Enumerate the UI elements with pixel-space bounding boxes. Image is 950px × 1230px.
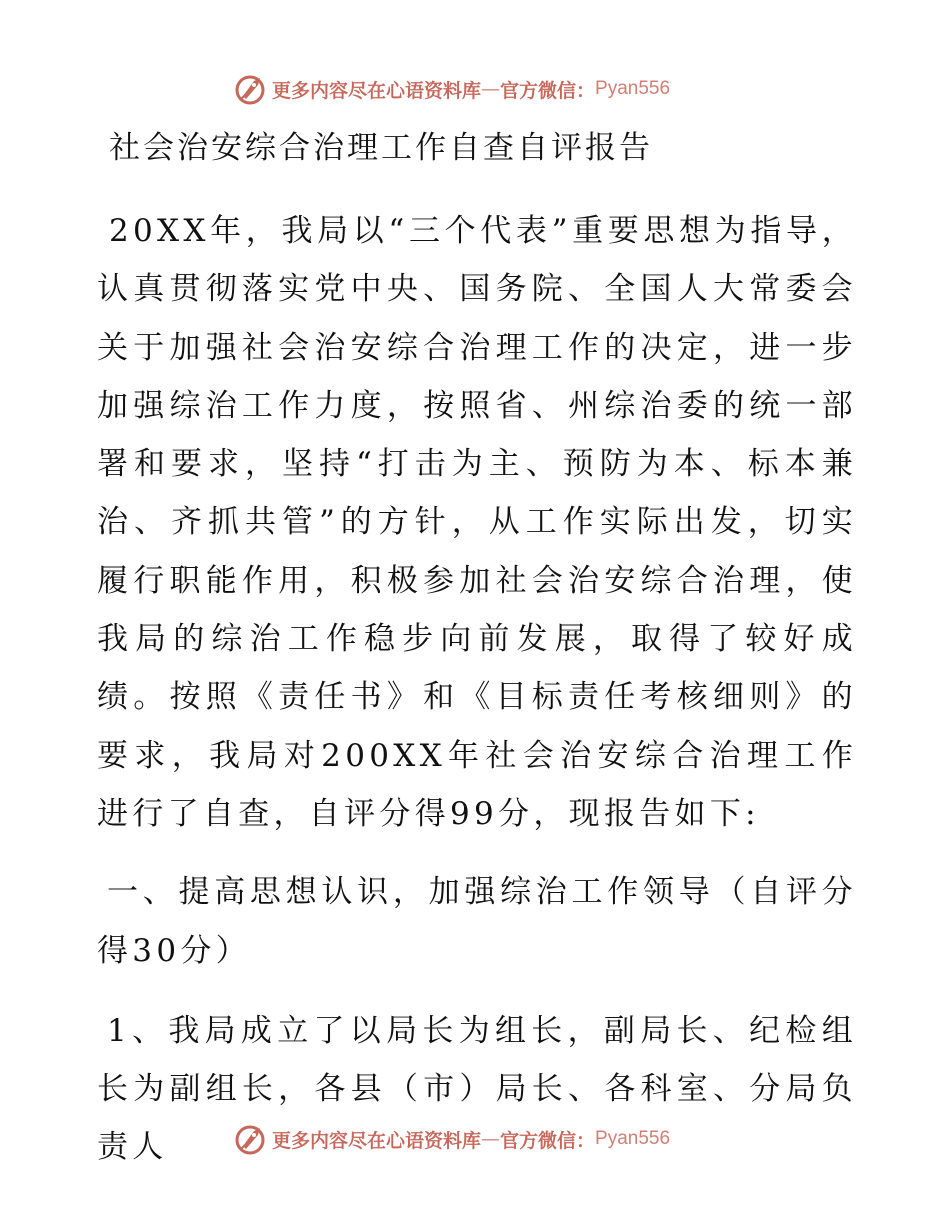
watermark-brand-text: 更多内容尽在心语资料库 (272, 79, 482, 102)
watermark-separator: — (481, 1128, 501, 1150)
watermark-wechat-id: Pyan556 (595, 1128, 671, 1149)
pen-nib-logo-icon (234, 1122, 268, 1156)
section-paragraph-1: 1、我局成立了以局长为组长，副局长、纪检组长为副组长，各县（市）局长、各科室、分局负责人 (97, 1012, 857, 1166)
intro-paragraph: 20XX年，我局以“三个代表”重要思想为指导，认真贯彻落实党中央、国务院、全国人大常委会关于加强社会治安综合治理工作的决定，进一步加强综治工作力度，按照省、州综治委的统一部署和要求，坚持“打击为主、预防为本、标本兼治、齐抓共管”的方针，从工作实际出发，切实履行职能作用，积极参加社会治安综合治理，使我局的综治工作稳步向前发展，取得了较好成绩。按照《责任书》和《目标责任考核细则》的要求，我局对200XX年社会治安综合治理工作进行了自查，自评分得99分，现报告如下: (97, 213, 857, 832)
watermark-wechat-label: 官方微信： (500, 79, 596, 102)
pen-nib-logo-icon (234, 72, 268, 106)
watermark-footer (234, 1122, 670, 1156)
watermark-header (234, 72, 670, 106)
document-title: 社会治安综合治理工作自查自评报告 (109, 130, 653, 166)
section-heading-1: 一、提高思想认识，加强综治工作领导（自评分得30分） (97, 874, 857, 969)
watermark-wechat-id: Pyan556 (595, 78, 671, 99)
watermark-wechat-label: 官方微信： (500, 1129, 596, 1152)
document-body (97, 122, 857, 1177)
watermark-brand-text: 更多内容尽在心语资料库 (272, 1129, 482, 1152)
watermark-separator: — (481, 78, 501, 100)
